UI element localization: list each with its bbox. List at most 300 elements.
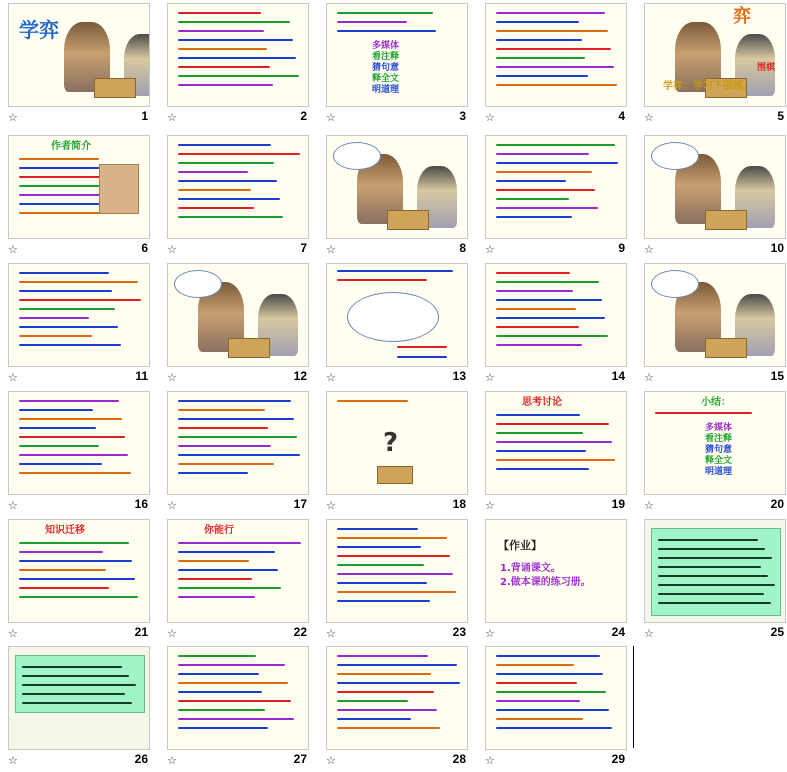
text-line: [178, 216, 283, 218]
text-line: [178, 153, 300, 155]
text-line: [19, 290, 112, 292]
text-line: [496, 57, 585, 59]
slide-preview[interactable]: [167, 135, 309, 239]
text-line: [658, 602, 771, 604]
slide-preview[interactable]: [167, 519, 309, 623]
text-line: [337, 709, 437, 711]
slide-text: 【作业】: [498, 539, 542, 552]
slide-number: 15: [770, 369, 784, 383]
slide-number: 19: [611, 497, 625, 511]
star-icon[interactable]: ☆: [167, 499, 177, 512]
text-line: [658, 539, 758, 541]
slide-preview[interactable]: [8, 263, 150, 367]
text-line: [178, 57, 296, 59]
slide-number: 14: [611, 369, 625, 383]
slide-thumbnail[interactable]: [318, 391, 468, 517]
text-line: [178, 578, 252, 580]
slide-preview[interactable]: [8, 646, 150, 750]
star-icon[interactable]: ☆: [8, 243, 18, 256]
note-panel: [651, 528, 781, 616]
text-line: [496, 335, 608, 337]
text-line: [178, 189, 251, 191]
text-line: [178, 66, 270, 68]
slide-number: 6: [141, 241, 148, 255]
star-icon[interactable]: ☆: [8, 371, 18, 384]
slide-thumbnail[interactable]: [159, 3, 309, 129]
slide-preview[interactable]: [644, 135, 786, 239]
text-line: [496, 423, 609, 425]
star-icon[interactable]: ☆: [644, 243, 654, 256]
slide-number: 20: [770, 497, 784, 511]
text-line: [19, 578, 135, 580]
text-line: [496, 727, 612, 729]
slide-preview[interactable]: [326, 3, 468, 107]
text-line: [178, 180, 277, 182]
slide-preview[interactable]: [8, 519, 150, 623]
thought-bubble: [174, 270, 222, 298]
slide-thumbnail[interactable]: [318, 3, 468, 129]
text-line: [337, 537, 447, 539]
text-line: [19, 463, 102, 465]
star-icon[interactable]: ☆: [326, 111, 336, 124]
text-line: [658, 593, 764, 595]
go-board: [94, 78, 136, 98]
text-line: [496, 468, 589, 470]
slide-number: 23: [452, 625, 466, 639]
slide-text: 多媒体: [372, 41, 400, 51]
text-line: [19, 299, 141, 301]
text-line: [178, 12, 261, 14]
slide-preview[interactable]: [485, 646, 627, 750]
star-icon[interactable]: ☆: [485, 371, 495, 384]
text-line: [178, 718, 294, 720]
text-line: [19, 317, 89, 319]
text-line: [496, 84, 617, 86]
text-line: [178, 436, 297, 438]
text-line: [496, 308, 576, 310]
slide-number: 24: [611, 625, 625, 639]
slide-number: 9: [618, 241, 625, 255]
text-line: [496, 66, 614, 68]
thought-bubble: [333, 142, 381, 170]
slide-number: 22: [293, 625, 307, 639]
text-line: [496, 709, 609, 711]
slide-text: 多媒体: [705, 423, 733, 433]
slide-thumbnail[interactable]: [477, 3, 627, 129]
text-line: [337, 655, 428, 657]
slide-thumbnail[interactable]: [318, 135, 468, 261]
text-line: [496, 198, 569, 200]
text-line: [19, 176, 102, 178]
text-line: [178, 691, 262, 693]
text-line: [19, 335, 92, 337]
text-line: [496, 441, 612, 443]
text-line: [397, 346, 447, 348]
slide-text: 明道理: [372, 85, 400, 95]
text-line: [658, 584, 775, 586]
text-line: [658, 557, 772, 559]
slide-preview[interactable]: [326, 391, 468, 495]
slide-text: 弈: [733, 6, 751, 27]
text-line: [178, 463, 274, 465]
text-line: [178, 727, 268, 729]
star-icon[interactable]: ☆: [326, 243, 336, 256]
star-icon[interactable]: ☆: [167, 111, 177, 124]
slide-thumbnail[interactable]: [318, 519, 468, 645]
slide-text: 学弈：学习下围棋。: [663, 81, 753, 92]
text-line: [337, 673, 431, 675]
text-line: [496, 459, 615, 461]
slide-thumbnail[interactable]: [0, 391, 150, 517]
text-line: [496, 414, 580, 416]
text-line: [337, 279, 427, 281]
star-icon[interactable]: ☆: [644, 627, 654, 640]
text-line: [19, 281, 138, 283]
text-line: [496, 48, 611, 50]
text-line: [337, 30, 436, 32]
slide-number: 27: [293, 752, 307, 766]
text-line: [337, 582, 427, 584]
text-line: [496, 144, 615, 146]
thought-bubble: [347, 292, 439, 342]
text-line: [19, 409, 93, 411]
text-line: [397, 356, 447, 358]
slide-text: 围棋: [757, 63, 776, 73]
text-line: [496, 317, 605, 319]
star-icon[interactable]: ☆: [485, 754, 495, 767]
text-line: [496, 344, 582, 346]
slide-preview[interactable]: [8, 3, 150, 107]
slide-preview[interactable]: [485, 263, 627, 367]
go-board: [377, 466, 413, 484]
star-icon[interactable]: ☆: [644, 371, 654, 384]
text-line: [19, 445, 99, 447]
text-line: [337, 400, 408, 402]
thought-bubble: [651, 142, 699, 170]
text-line: [496, 21, 579, 23]
slide-thumbnail[interactable]: [636, 135, 786, 261]
text-line: [655, 412, 752, 414]
slide-number: 26: [134, 752, 148, 766]
text-line: [19, 400, 119, 402]
slide-text: 思考讨论: [522, 397, 562, 408]
slide-thumbnail[interactable]: [477, 135, 627, 261]
text-line: [19, 560, 132, 562]
text-line: [337, 573, 453, 575]
text-line: [658, 566, 761, 568]
text-line: [496, 171, 592, 173]
text-line: [658, 575, 768, 577]
text-line: [496, 39, 582, 41]
text-line: [496, 30, 608, 32]
text-line: [337, 12, 433, 14]
text-line: [19, 158, 99, 160]
text-line: [19, 212, 108, 214]
text-line: [178, 655, 256, 657]
slide-text: 作者简介: [51, 141, 91, 152]
slide-text: 2.做本课的练习册。: [500, 577, 591, 588]
slide-preview[interactable]: [326, 646, 468, 750]
text-line: [337, 564, 424, 566]
slide-number: 5: [777, 109, 784, 123]
slide-preview[interactable]: [167, 263, 309, 367]
text-line: [19, 344, 121, 346]
note-panel: [15, 655, 145, 713]
slide-number: 16: [134, 497, 148, 511]
thought-bubble: [651, 270, 699, 298]
text-line: [178, 427, 268, 429]
text-line: [19, 569, 106, 571]
star-icon[interactable]: ☆: [8, 754, 18, 767]
text-line: [496, 272, 570, 274]
star-icon[interactable]: ☆: [167, 243, 177, 256]
text-line: [496, 718, 583, 720]
text-line: [496, 673, 603, 675]
text-line: [178, 144, 271, 146]
text-line: [22, 693, 125, 695]
text-line: [19, 596, 138, 598]
slide-text: 释全文: [705, 456, 733, 466]
text-line: [22, 684, 136, 686]
text-line: [178, 445, 271, 447]
text-line: [19, 272, 109, 274]
text-line: [19, 454, 128, 456]
star-icon[interactable]: ☆: [485, 243, 495, 256]
question-mark: ?: [383, 428, 399, 458]
star-icon[interactable]: ☆: [8, 111, 18, 124]
text-line: [178, 39, 293, 41]
slide-number: 3: [459, 109, 466, 123]
text-line: [178, 587, 281, 589]
text-line: [496, 281, 599, 283]
slide-thumbnail[interactable]: [0, 263, 150, 389]
star-icon[interactable]: ☆: [644, 499, 654, 512]
text-line: [337, 691, 434, 693]
text-line: [337, 270, 453, 272]
star-icon[interactable]: ☆: [485, 111, 495, 124]
text-line: [178, 454, 300, 456]
text-line: [178, 30, 264, 32]
star-icon[interactable]: ☆: [326, 371, 336, 384]
slide-thumbnail[interactable]: [0, 3, 150, 129]
slide-number: 7: [300, 241, 307, 255]
slide-preview[interactable]: [326, 519, 468, 623]
slide-thumbnail[interactable]: [636, 391, 786, 517]
text-line: [496, 290, 573, 292]
go-board: [228, 338, 270, 358]
slide-preview[interactable]: [485, 519, 627, 623]
slide-preview[interactable]: [167, 646, 309, 750]
text-line: [496, 162, 618, 164]
text-line: [19, 308, 115, 310]
slide-number: 11: [135, 369, 148, 383]
text-line: [178, 171, 248, 173]
text-line: [337, 21, 407, 23]
slide-text: 释全文: [372, 74, 400, 84]
star-icon[interactable]: ☆: [485, 627, 495, 640]
slide-preview[interactable]: [8, 391, 150, 495]
text-line: [496, 682, 577, 684]
slide-preview[interactable]: [326, 263, 468, 367]
slide-number: 2: [300, 109, 307, 123]
star-icon[interactable]: ☆: [8, 499, 18, 512]
slide-thumbnail[interactable]: [477, 263, 627, 389]
slide-preview[interactable]: [644, 391, 786, 495]
text-line: [337, 546, 421, 548]
text-line: [496, 655, 600, 657]
slide-thumbnail[interactable]: [159, 646, 309, 772]
slide-thumbnail[interactable]: [636, 519, 786, 645]
slide-number: 28: [452, 752, 466, 766]
text-line: [178, 709, 265, 711]
star-icon[interactable]: ☆: [644, 111, 654, 124]
slide-thumbnail[interactable]: [0, 135, 150, 261]
text-line: [337, 718, 411, 720]
text-line: [19, 472, 131, 474]
text-line: [496, 12, 605, 14]
text-line: [337, 555, 450, 557]
slide-number: 29: [611, 752, 625, 766]
author-portrait: [99, 164, 139, 214]
text-line: [496, 664, 574, 666]
text-line: [178, 409, 265, 411]
slide-thumbnail[interactable]: [636, 263, 786, 389]
slide-thumbnail[interactable]: [477, 519, 627, 645]
slide-preview[interactable]: [485, 391, 627, 495]
text-line: [496, 700, 580, 702]
slide-number: 13: [452, 369, 466, 383]
slide-number: 10: [770, 241, 784, 255]
slide-preview[interactable]: [326, 135, 468, 239]
star-icon[interactable]: ☆: [167, 754, 177, 767]
slide-preview[interactable]: [485, 135, 627, 239]
text-line: [496, 207, 598, 209]
slide-thumbnail[interactable]: [477, 646, 627, 772]
slide-text: 1.背诵课文。: [500, 563, 561, 574]
slide-thumbnail[interactable]: [0, 646, 150, 772]
slide-text: 你能行: [204, 525, 234, 536]
text-line: [496, 432, 583, 434]
text-line: [337, 727, 440, 729]
insertion-cursor: [633, 646, 634, 748]
text-line: [19, 542, 129, 544]
text-line: [178, 542, 301, 544]
text-line: [178, 700, 291, 702]
text-line: [178, 418, 294, 420]
text-line: [178, 48, 267, 50]
text-line: [19, 427, 96, 429]
star-icon[interactable]: ☆: [167, 627, 177, 640]
text-line: [178, 198, 280, 200]
slide-number: 12: [293, 369, 307, 383]
text-line: [178, 569, 278, 571]
text-line: [19, 551, 103, 553]
text-line: [496, 189, 595, 191]
text-line: [22, 666, 122, 668]
text-line: [496, 326, 579, 328]
text-line: [22, 675, 129, 677]
text-line: [178, 207, 254, 209]
text-line: [496, 450, 586, 452]
text-line: [337, 528, 418, 530]
text-line: [178, 551, 275, 553]
slide-number: 18: [452, 497, 466, 511]
slide-thumbnail[interactable]: [318, 263, 468, 389]
text-line: [178, 673, 259, 675]
text-line: [337, 664, 457, 666]
text-line: [496, 216, 572, 218]
text-line: [178, 472, 248, 474]
slide-thumbnail[interactable]: [477, 391, 627, 517]
slide-preview[interactable]: [167, 391, 309, 495]
slide-text: 猜句意: [705, 445, 733, 455]
slide-text: 看注释: [705, 434, 733, 444]
text-line: [496, 153, 589, 155]
slide-preview[interactable]: [167, 3, 309, 107]
slide-thumbnail[interactable]: [159, 519, 309, 645]
slide-thumbnail[interactable]: [318, 646, 468, 772]
go-board: [705, 210, 747, 230]
slide-preview[interactable]: [644, 263, 786, 367]
slide-number: 4: [618, 109, 625, 123]
slide-thumbnail[interactable]: [636, 3, 786, 129]
text-line: [496, 75, 588, 77]
slide-preview[interactable]: [644, 519, 786, 623]
slide-thumbnail[interactable]: [159, 135, 309, 261]
text-line: [19, 326, 118, 328]
text-line: [337, 600, 430, 602]
slide-preview[interactable]: [485, 3, 627, 107]
text-line: [178, 560, 249, 562]
slide-text: 明道理: [705, 467, 733, 477]
text-line: [337, 700, 408, 702]
slide-text: 知识迁移: [45, 525, 85, 536]
star-icon[interactable]: ☆: [167, 371, 177, 384]
text-line: [496, 691, 606, 693]
star-icon[interactable]: ☆: [8, 627, 18, 640]
slide-text: 看注释: [372, 52, 400, 62]
text-line: [496, 299, 602, 301]
slide-number: 17: [293, 497, 307, 511]
slide-preview[interactable]: [8, 135, 150, 239]
slide-number: 25: [770, 625, 784, 639]
slide-thumbnail[interactable]: [0, 519, 150, 645]
star-icon[interactable]: ☆: [326, 499, 336, 512]
star-icon[interactable]: ☆: [326, 754, 336, 767]
text-line: [337, 682, 460, 684]
slide-text: 猜句意: [372, 63, 400, 73]
text-line: [178, 664, 285, 666]
star-icon[interactable]: ☆: [485, 499, 495, 512]
text-line: [658, 548, 765, 550]
text-line: [178, 84, 273, 86]
slide-text: 小结：: [701, 397, 731, 408]
slide-preview[interactable]: [644, 3, 786, 107]
text-line: [22, 702, 132, 704]
text-line: [19, 418, 122, 420]
text-line: [19, 436, 125, 438]
text-line: [496, 180, 566, 182]
slide-thumbnail[interactable]: [159, 391, 309, 517]
go-board: [387, 210, 429, 230]
slide-thumbnail[interactable]: [159, 263, 309, 389]
text-line: [178, 75, 299, 77]
text-line: [178, 682, 288, 684]
text-line: [178, 596, 255, 598]
text-line: [19, 587, 109, 589]
star-icon[interactable]: ☆: [326, 627, 336, 640]
text-line: [19, 194, 105, 196]
